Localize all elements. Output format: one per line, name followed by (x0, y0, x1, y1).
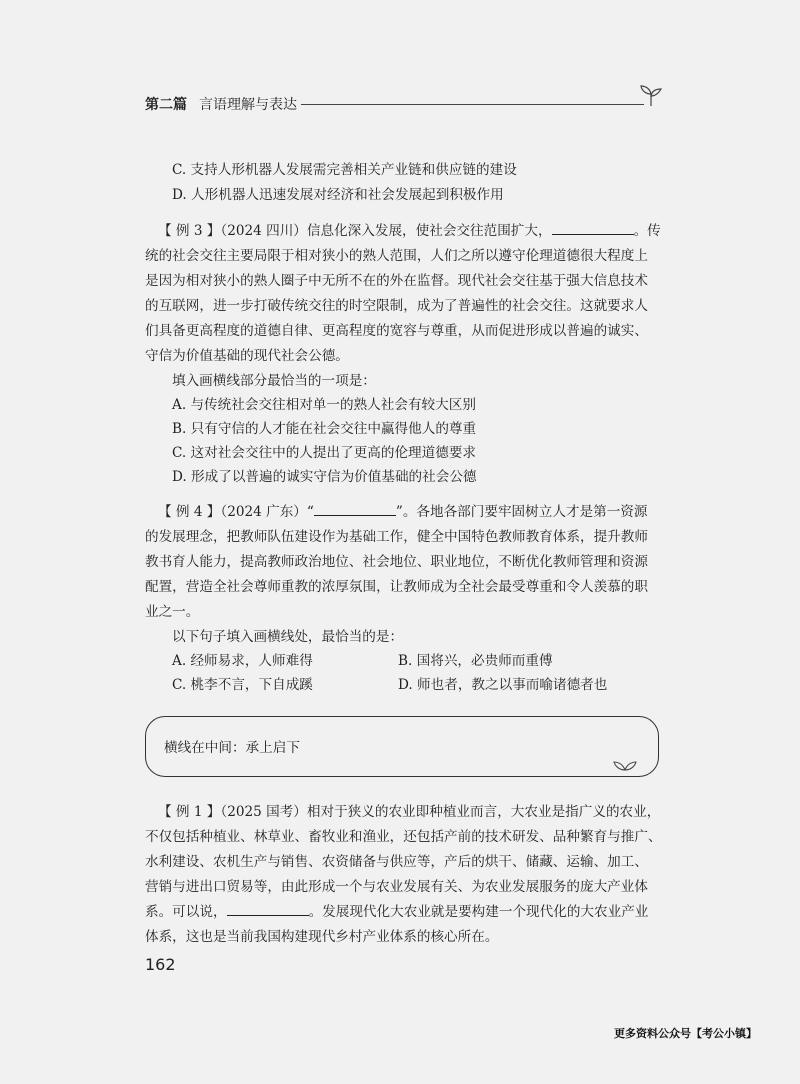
example-1-first-line: 【 例 1 】（2025 国考）相对于狭义的农业即种植业而言，大农业是指广义的农业， (158, 804, 661, 820)
option-a: A. 与传统社会交往相对单一的熟人社会有较大区别 (172, 397, 476, 413)
leaf-icon (612, 758, 638, 772)
paragraph-line: 不仅包括种植业、林草业、畜牧业和渔业，还包括产前的技术研发、品种繁育与推广、 (145, 829, 662, 845)
paragraph-line: 水利建设、农机生产与销售、农资储备与供应等，产后的烘干、储藏、运输、加工、 (145, 854, 648, 870)
answer-blank (314, 502, 396, 516)
paragraph-line: 守信为价值基础的现代社会公德。 (145, 348, 349, 364)
example-source: （2025 国考） (220, 804, 307, 820)
paragraph-line: 的发展理念，把教师队伍建设作为基础工作，健全中国特色教师教育体系，提升教师 (145, 529, 648, 545)
header-rule (301, 104, 644, 105)
example-label: 【 例 1 】 (158, 804, 221, 820)
example-source: （2024 四川） (220, 223, 307, 239)
option-a: A. 经师易求，人师难得 (172, 653, 313, 669)
option-d: D. 师也者，教之以事而喻诸德者也 (398, 677, 608, 693)
example-label: 【 例 4 】 (158, 504, 221, 520)
answer-blank (227, 902, 309, 916)
sprout-icon (638, 84, 664, 108)
paragraph-line: 体系，这也是当前我国构建现代乡村产业体系的核心所在。 (145, 929, 499, 945)
example-source: （2024 广东） (220, 504, 307, 520)
tip-text: 横线在中间：承上启下 (164, 740, 300, 756)
option-c: C. 桃李不言，下自成蹊 (172, 677, 313, 693)
paragraph-line: 营销与进出口贸易等，由此形成一个与农业发展有关、为农业发展服务的庞大产业体 (145, 879, 648, 895)
option-b: B. 只有守信的人才能在社会交往中赢得他人的尊重 (172, 421, 477, 437)
option-b: B. 国将兴，必贵师而重傅 (398, 653, 553, 669)
question-prompt: 以下句子填入画横线处，最恰当的是： (172, 629, 404, 645)
question-prompt: 填入画横线部分最恰当的一项是： (172, 373, 376, 389)
paragraph-line: 的互联网，进一步打破传统交往的时空限制，成为了普遍性的社会交往。这就要求人 (145, 298, 648, 314)
answer-blank (552, 221, 634, 235)
paragraph-line: 系。可以说， 。发展现代化大农业就是要构建一个现代化的大农业产业 (145, 904, 649, 920)
example-label: 【 例 3 】 (158, 223, 221, 239)
option-c: C. 支持人形机器人发展需完善相关产业链和供应链的建设 (172, 162, 517, 178)
paragraph-line: 统的社会交往主要局限于相对狭小的熟人范围，人们之所以遵守伦理道德很大程度上 (145, 248, 648, 264)
chapter-title: 言语理解与表达 (199, 97, 297, 113)
paragraph-line: 业之一。 (145, 604, 200, 620)
tip-box (145, 716, 659, 777)
paragraph-line: 是因为相对狭小的熟人圈子中无所不在的外在监督。现代社会交往基于强大信息技术 (145, 273, 648, 289)
option-d: D. 人形机器人迅速发展对经济和社会发展起到积极作用 (172, 187, 504, 203)
example-4-first-line: 【 例 4 】（2024 广东）“ ”。各地各部门要牢固树立人才是第一资源 (158, 504, 648, 520)
paragraph-line: 们具备更高程度的道德自律、更高程度的宽容与尊重，从而促进形成以普遍的诚实、 (145, 323, 648, 339)
option-d: D. 形成了以普遍的诚实守信为价值基础的社会公德 (172, 469, 477, 485)
paragraph-line: 教书育人能力，提高教师政治地位、社会地位、职业地位，不断优化教师管理和资源 (145, 554, 648, 570)
paragraph-line: 配置，营造全社会尊师重教的浓厚氛围，让教师成为全社会最受尊重和令人羡慕的职 (145, 579, 648, 595)
option-c: C. 这对社会交往中的人提出了更高的伦理道德要求 (172, 445, 477, 461)
chapter-label: 第二篇 (145, 97, 187, 113)
footer-note: 更多资料公众号【考公小镇】 (614, 1027, 757, 1040)
page-header (145, 92, 660, 120)
page-number: 162 (145, 955, 176, 974)
example-3-first-line: 【 例 3 】（2024 四川）信息化深入发展，使社会交往范围扩大， 。传 (158, 223, 661, 239)
